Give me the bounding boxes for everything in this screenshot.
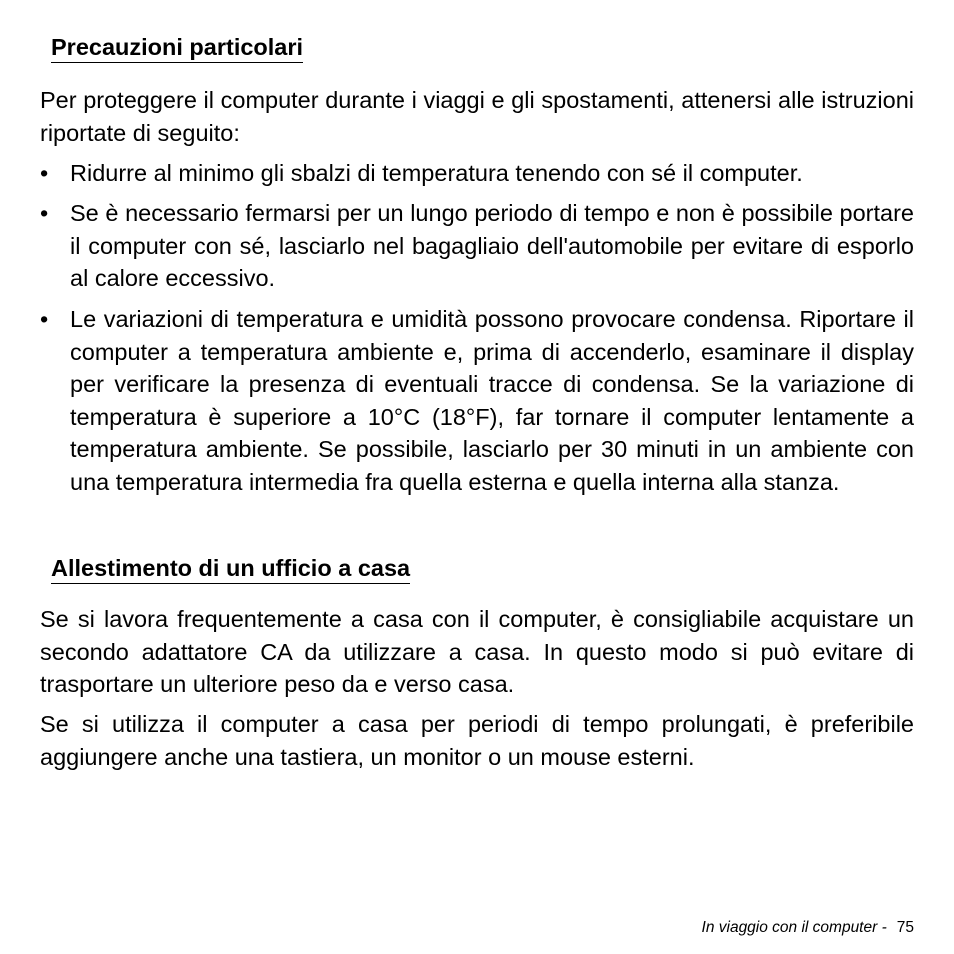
section-heading-text: Allestimento di un ufficio a casa <box>51 554 410 584</box>
list-item-text: Le variazioni di temperatura e umidità possono provocare condensa. Riportare il computer a temperatura ambiente e, prima di accenderlo, esaminare il display per verificare la presenza di eventuali tracce di condensa. Se la variazione di temperatura è superiore a 10°C (18°F), far tornare il computer lentamente a temperatura ambiente. Se possibile, lasciarlo per 30 minuti in un ambiente con una temperatura intermedia fra quella esterna e quella interna alla stanza. <box>70 306 914 495</box>
bullet-icon: • <box>40 306 49 332</box>
page-number: 75 <box>896 919 914 936</box>
body-paragraph: Se si lavora frequentemente a casa con il computer, è consigliabile acquistare un secondo adattatore CA da utilizzare a casa. In questo modo si può evitare di trasportare un ulteriore peso da e verso casa. <box>40 606 914 697</box>
body-paragraph: Se si utilizza il computer a casa per periodi di tempo prolungati, è preferibile aggiungere anche una tastiera, un monitor o un mouse esterni. <box>40 711 914 770</box>
intro-paragraph: Per proteggere il computer durante i viaggi e gli spostamenti, attenersi alle istruzioni riportate di seguito: <box>40 87 914 146</box>
section-heading-text: Precauzioni particolari <box>51 33 303 63</box>
page-footer <box>702 918 914 938</box>
running-title: In viaggio con il computer - <box>701 919 887 936</box>
list-item-text: Se è necessario fermarsi per un lungo periodo di tempo e non è possibile portare il computer con sé, lasciarlo nel bagagliaio dell'automobile per evitare di esporlo al calore eccessivo. <box>70 200 914 291</box>
bullet-icon: • <box>40 200 49 226</box>
section-heading-precauzioni <box>40 33 303 63</box>
bullet-icon: • <box>40 160 49 186</box>
list-item-text: Ridurre al minimo gli sbalzi di temperatura tenendo con sé il computer. <box>70 160 803 186</box>
section-heading-ufficio <box>40 554 410 584</box>
